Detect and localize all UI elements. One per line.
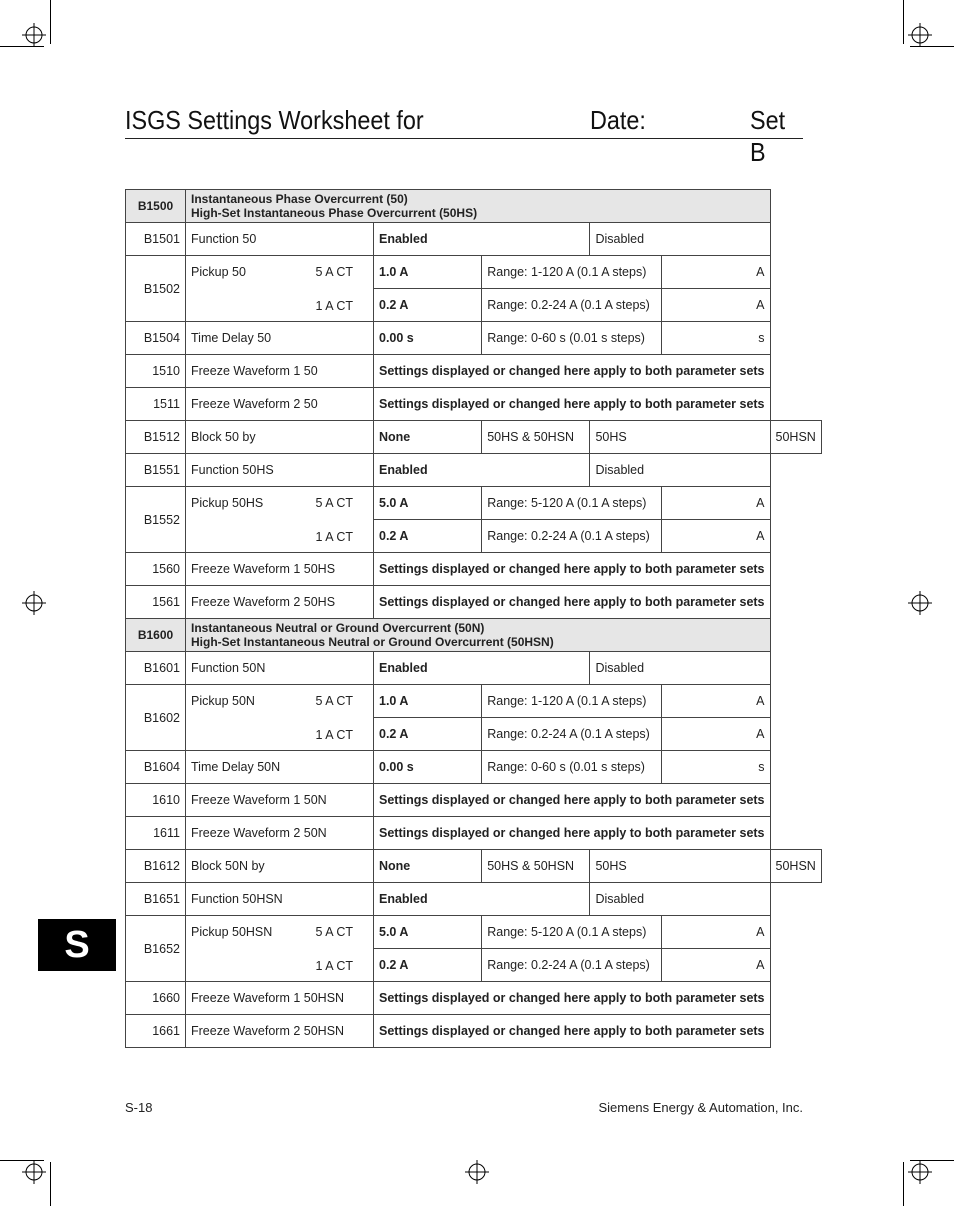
- ct-label: 5 A CT: [315, 265, 353, 279]
- setting-label: Function 50HS: [186, 454, 374, 487]
- setting-label: Time Delay 50N: [186, 751, 374, 784]
- setting-row: [126, 355, 822, 388]
- setting-row: [126, 850, 822, 883]
- option-value[interactable]: Disabled: [590, 454, 770, 487]
- range-text: Range: 5-120 A (0.1 A steps): [482, 916, 662, 949]
- setting-label: Freeze Waveform 1 50N: [186, 784, 374, 817]
- setting-row: [126, 454, 822, 487]
- setting-row: [126, 982, 822, 1015]
- setting-label: [186, 685, 374, 751]
- default-value[interactable]: 0.00 s: [374, 751, 482, 784]
- range-text: Range: 0.2-24 A (0.1 A steps): [482, 718, 662, 751]
- page-title: ISGS Settings Worksheet for: [125, 105, 424, 135]
- setting-row: [126, 916, 822, 949]
- company-name: Siemens Energy & Automation, Inc.: [598, 1100, 803, 1115]
- setting-label-text: Pickup 50N: [191, 694, 255, 708]
- setting-label: [186, 256, 374, 322]
- setting-label: Freeze Waveform 1 50HSN: [186, 982, 374, 1015]
- option-value[interactable]: 50HS & 50HSN: [482, 850, 590, 883]
- option-value[interactable]: 50HSN: [770, 421, 821, 454]
- section-title: [186, 190, 771, 223]
- default-value[interactable]: 0.2 A: [374, 289, 482, 322]
- range-text: Range: 0-60 s (0.01 s steps): [482, 751, 662, 784]
- unit-entry[interactable]: A: [662, 289, 770, 322]
- settings-table: [125, 189, 822, 1048]
- option-value[interactable]: 50HSN: [770, 850, 821, 883]
- option-value[interactable]: 50HS & 50HSN: [482, 421, 590, 454]
- setting-row: [126, 388, 822, 421]
- setting-row: [126, 586, 822, 619]
- section-header-row: [126, 190, 822, 223]
- range-text: Range: 1-120 A (0.1 A steps): [482, 256, 662, 289]
- setting-id: 1561: [126, 586, 186, 619]
- note-text: Settings displayed or changed here apply to both parameter sets: [374, 355, 771, 388]
- setting-row: [126, 421, 822, 454]
- setting-id: B1500: [126, 190, 186, 223]
- registration-mark-icon: [908, 591, 932, 615]
- note-text: Settings displayed or changed here apply to both parameter sets: [374, 982, 771, 1015]
- note-text: Settings displayed or changed here apply to both parameter sets: [374, 1015, 771, 1048]
- setting-id: B1552: [126, 487, 186, 553]
- unit-entry[interactable]: A: [662, 916, 770, 949]
- setting-label: [186, 487, 374, 553]
- unit-entry[interactable]: s: [662, 322, 770, 355]
- default-value[interactable]: Enabled: [374, 883, 590, 916]
- setting-id: 1661: [126, 1015, 186, 1048]
- ct-label: 5 A CT: [315, 694, 353, 708]
- note-text: Settings displayed or changed here apply to both parameter sets: [374, 388, 771, 421]
- setting-id: B1604: [126, 751, 186, 784]
- ct-label: 1 A CT: [315, 530, 353, 544]
- setting-label: Block 50 by: [186, 421, 374, 454]
- setting-id: B1602: [126, 685, 186, 751]
- range-text: Range: 1-120 A (0.1 A steps): [482, 685, 662, 718]
- setting-row: [126, 883, 822, 916]
- setting-row: [126, 322, 822, 355]
- setting-row: [126, 256, 822, 289]
- registration-mark-icon: [22, 591, 46, 615]
- default-value[interactable]: 0.00 s: [374, 322, 482, 355]
- ct-label: 5 A CT: [315, 496, 353, 510]
- option-value[interactable]: Disabled: [590, 883, 770, 916]
- setting-label: Freeze Waveform 2 50: [186, 388, 374, 421]
- section-title-line: High-Set Instantaneous Phase Overcurrent (50HS): [191, 206, 478, 220]
- registration-mark-icon: [908, 23, 932, 47]
- setting-label-text: Pickup 50HS: [191, 496, 264, 510]
- default-value[interactable]: 5.0 A: [374, 916, 482, 949]
- range-text: Range: 0.2-24 A (0.1 A steps): [482, 520, 662, 553]
- setting-id: B1652: [126, 916, 186, 982]
- note-text: Settings displayed or changed here apply to both parameter sets: [374, 817, 771, 850]
- range-text: Range: 0.2-24 A (0.1 A steps): [482, 949, 662, 982]
- ct-label: 1 A CT: [315, 728, 353, 742]
- setting-label: Freeze Waveform 1 50HS: [186, 553, 374, 586]
- unit-entry[interactable]: A: [662, 256, 770, 289]
- setting-label: [186, 916, 374, 982]
- section-title-line: Instantaneous Neutral or Ground Overcurrent (50N): [191, 621, 485, 635]
- setting-row: [126, 487, 822, 520]
- setting-label: Freeze Waveform 2 50HS: [186, 586, 374, 619]
- registration-mark-icon: [22, 1160, 46, 1184]
- setting-label: Freeze Waveform 2 50N: [186, 817, 374, 850]
- setting-row: [126, 652, 822, 685]
- option-value[interactable]: Disabled: [590, 223, 770, 256]
- ct-label: 5 A CT: [315, 925, 353, 939]
- setting-id: 1610: [126, 784, 186, 817]
- note-text: Settings displayed or changed here apply to both parameter sets: [374, 553, 771, 586]
- setting-row: [126, 817, 822, 850]
- page-number: S-18: [125, 1100, 153, 1115]
- crop-mark: [903, 0, 904, 44]
- setting-row: [126, 685, 822, 718]
- default-value[interactable]: 0.2 A: [374, 520, 482, 553]
- crop-mark: [50, 1162, 51, 1206]
- setting-id: B1612: [126, 850, 186, 883]
- worksheet-header: [125, 104, 803, 167]
- setting-id: 1660: [126, 982, 186, 1015]
- setting-id: B1601: [126, 652, 186, 685]
- default-value[interactable]: 1.0 A: [374, 256, 482, 289]
- note-text: Settings displayed or changed here apply to both parameter sets: [374, 586, 771, 619]
- default-value[interactable]: 0.2 A: [374, 949, 482, 982]
- setting-row: [126, 553, 822, 586]
- crop-mark: [903, 1162, 904, 1206]
- setting-id: B1600: [126, 619, 186, 652]
- setting-id: B1551: [126, 454, 186, 487]
- setting-id: 1611: [126, 817, 186, 850]
- setting-id: 1511: [126, 388, 186, 421]
- default-value[interactable]: Enabled: [374, 454, 590, 487]
- date-label: Date:: [590, 105, 646, 135]
- setting-label-text: Pickup 50HSN: [191, 925, 273, 939]
- unit-entry[interactable]: A: [662, 949, 770, 982]
- range-text: Range: 0.2-24 A (0.1 A steps): [482, 289, 662, 322]
- note-text: Settings displayed or changed here apply to both parameter sets: [374, 784, 771, 817]
- crop-mark: [50, 0, 51, 44]
- unit-entry[interactable]: A: [662, 487, 770, 520]
- setting-id: B1502: [126, 256, 186, 322]
- option-value[interactable]: 50HS: [590, 421, 770, 454]
- setting-label: Freeze Waveform 2 50HSN: [186, 1015, 374, 1048]
- option-value[interactable]: Disabled: [590, 652, 770, 685]
- setting-row: [126, 223, 822, 256]
- setting-label: Function 50HSN: [186, 883, 374, 916]
- setting-row: [126, 784, 822, 817]
- default-value[interactable]: None: [374, 850, 482, 883]
- registration-mark-icon: [908, 1160, 932, 1184]
- ct-label: 1 A CT: [315, 959, 353, 973]
- setting-label: Function 50: [186, 223, 374, 256]
- setting-label: Time Delay 50: [186, 322, 374, 355]
- section-tab: S: [38, 919, 116, 971]
- section-title-line: High-Set Instantaneous Neutral or Ground Overcurrent (50HSN): [191, 635, 554, 649]
- setting-id: B1504: [126, 322, 186, 355]
- unit-entry[interactable]: s: [662, 751, 770, 784]
- default-value[interactable]: None: [374, 421, 482, 454]
- setting-row: [126, 1015, 822, 1048]
- option-value[interactable]: 50HS: [590, 850, 770, 883]
- default-value[interactable]: 0.2 A: [374, 718, 482, 751]
- setting-id: B1512: [126, 421, 186, 454]
- setting-row: [126, 751, 822, 784]
- setting-label-text: Pickup 50: [191, 265, 246, 279]
- setting-id: B1501: [126, 223, 186, 256]
- range-text: Range: 5-120 A (0.1 A steps): [482, 487, 662, 520]
- setting-id: 1510: [126, 355, 186, 388]
- section-title: [186, 619, 771, 652]
- section-header-row: [126, 619, 822, 652]
- setting-id: B1651: [126, 883, 186, 916]
- registration-mark-icon: [22, 23, 46, 47]
- default-value[interactable]: Enabled: [374, 223, 590, 256]
- default-value[interactable]: 1.0 A: [374, 685, 482, 718]
- set-label: Set B: [750, 105, 786, 167]
- registration-mark-icon: [465, 1160, 489, 1184]
- default-value[interactable]: 5.0 A: [374, 487, 482, 520]
- setting-id: 1560: [126, 553, 186, 586]
- setting-label: Block 50N by: [186, 850, 374, 883]
- range-text: Range: 0-60 s (0.01 s steps): [482, 322, 662, 355]
- unit-entry[interactable]: A: [662, 685, 770, 718]
- setting-label: Function 50N: [186, 652, 374, 685]
- ct-label: 1 A CT: [315, 299, 353, 313]
- setting-label: Freeze Waveform 1 50: [186, 355, 374, 388]
- unit-entry[interactable]: A: [662, 520, 770, 553]
- default-value[interactable]: Enabled: [374, 652, 590, 685]
- section-title-line: Instantaneous Phase Overcurrent (50): [191, 192, 408, 206]
- unit-entry[interactable]: A: [662, 718, 770, 751]
